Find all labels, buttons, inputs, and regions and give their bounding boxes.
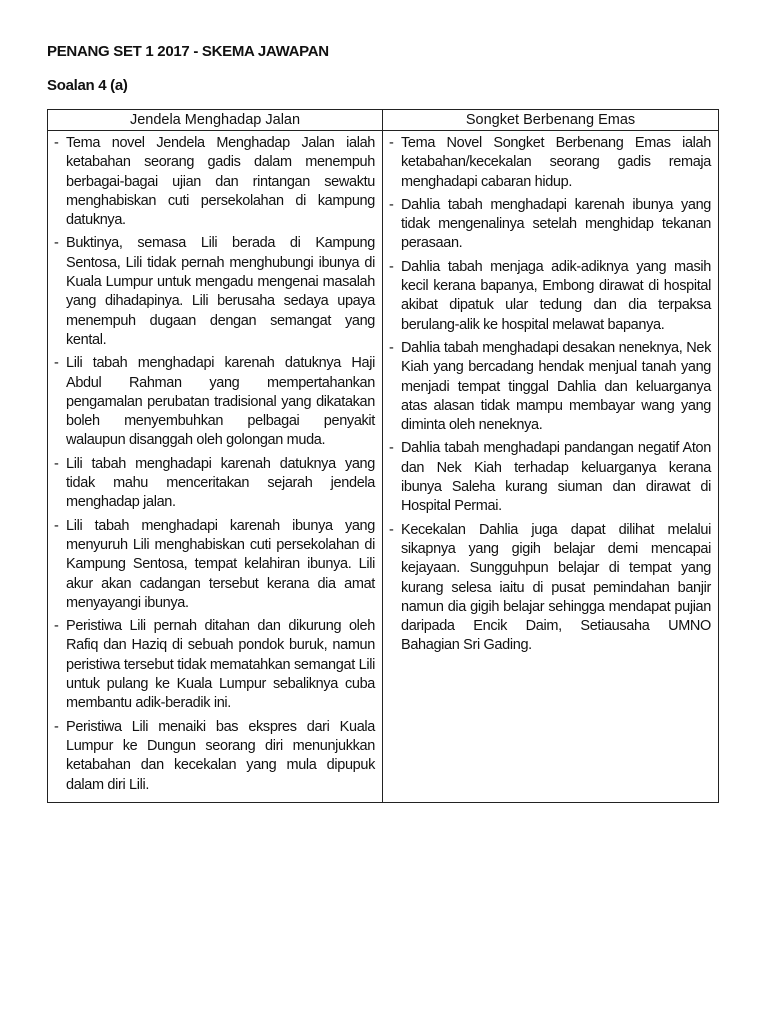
right-points-list bbox=[387, 134, 711, 656]
column-header-jendela: Jendela Menghadap Jalan bbox=[48, 110, 383, 131]
bullet-dash: - bbox=[54, 455, 59, 472]
point-text: Lili tabah menghadapi karenah datuknya Haji Abdul Rahman yang mempertahankan pengamalan perubatan tradisional yang dikatakan boleh menyembuhkan pelbagai penyakit walaupun disanggah oleh golongan muda. bbox=[66, 355, 375, 449]
bullet-dash: - bbox=[389, 135, 394, 151]
table-header-row bbox=[48, 110, 719, 131]
column-header-songket: Songket Berbenang Emas bbox=[383, 110, 719, 131]
point-text: Dahlia tabah menghadapi desakan neneknya, Nek Kiah yang bercadang hendak menjual tanah yang menjadi tempat tinggal Dahlia dan keluarganya atas alasan tidak mampu membayar wang yang diminta oleh neneknya. bbox=[401, 339, 711, 434]
question-label: Soalan 4 (a) bbox=[47, 77, 128, 94]
point-text: Tema novel Jendela Menghadap Jalan ialah ketabahan seorang gadis dalam menempuh berbagai-bagai ujian dan rintangan sewaktu menghabiskan cuti persekolahan di kampung datuknya. bbox=[66, 135, 375, 229]
bullet-dash: - bbox=[389, 440, 394, 457]
document-title: PENANG SET 1 2017 - SKEMA JAWAPAN bbox=[47, 43, 329, 60]
list-item bbox=[52, 354, 375, 450]
bullet-dash: - bbox=[54, 718, 59, 735]
list-item bbox=[387, 439, 711, 516]
bullet-dash: - bbox=[54, 135, 59, 151]
point-text: Tema Novel Songket Berbenang Emas ialah ketabahan/kecekalan seorang gadis remaja menghadapi cabaran hidup. bbox=[401, 135, 711, 190]
bullet-dash: - bbox=[389, 258, 394, 275]
list-item bbox=[387, 258, 711, 335]
list-item bbox=[387, 196, 711, 254]
bullet-dash: - bbox=[54, 517, 59, 534]
point-text: Peristiwa Lili pernah ditahan dan dikurung oleh Rafiq dan Haziq di sebuah pondok buruk, namun peristiwa tersebut tidak mematahkan semangat Lili untuk pulang ke Kuala Lumpur sebaliknya cuba membantu adik-beradik ini. bbox=[66, 618, 375, 712]
list-item bbox=[52, 718, 375, 795]
right-answer-cell bbox=[383, 131, 719, 803]
list-item bbox=[52, 134, 375, 230]
point-text: Dahlia tabah menghadapi pandangan negatif Aton dan Nek Kiah terhadap keluarganya kerana ibunya Saleha kurang siuman dan dirawat di Hospital Permai. bbox=[401, 440, 711, 515]
left-points-list bbox=[52, 134, 375, 795]
list-item bbox=[387, 134, 711, 192]
list-item bbox=[52, 517, 375, 613]
bullet-dash: - bbox=[389, 339, 394, 356]
answer-table bbox=[47, 109, 719, 803]
point-text: Lili tabah menghadapi karenah ibunya yang menyuruh Lili menghabiskan cuti persekolahan di Kampung Sentosa, tempat kelahiran ibunya. Lili akur akan cadangan tersebut kerana dia amat menyayangi ibunya. bbox=[66, 517, 375, 611]
list-item bbox=[52, 234, 375, 350]
point-text: Dahlia tabah menjaga adik-adiknya yang masih kecil kerana bapanya, Embong dirawat di hospital akibat dipatuk ular tedung dan dia terpaksa berulang-alik ke hospital melawat bapanya. bbox=[401, 258, 711, 333]
point-text: Kecekalan Dahlia juga dapat dilihat melalui sikapnya yang gigih belajar demi mencapai kejayaan. Sungguhpun belajar di tempat yang kurang selesa iaitu di pusat pemindahan banjir namun dia gigih belajar sehingga mendapat pujian daripada Encik Daim, Setiausaha UMNO Bahagian Sri Gading. bbox=[401, 521, 711, 654]
bullet-dash: - bbox=[389, 196, 394, 213]
left-answer-cell bbox=[48, 131, 383, 803]
list-item bbox=[387, 521, 711, 656]
point-text: Buktinya, semasa Lili berada di Kampung Sentosa, Lili tidak pernah menghubungi ibunya di Kuala Lumpur untuk mengadu mengenai masalah yang dihadapinya. Lili berusaha sedaya upaya menempuh dugaan dengan semangat yang kental. bbox=[66, 235, 375, 348]
list-item bbox=[52, 617, 375, 713]
point-text: Lili tabah menghadapi karenah datuknya yang tidak mahu menceritakan sejarah jendela menghadap jalan. bbox=[66, 455, 375, 511]
point-text: Peristiwa Lili menaiki bas ekspres dari Kuala Lumpur ke Dungun seorang diri menunjukkan ketabahan dan kecekalan yang mula dipupuk dalam diri Lili. bbox=[66, 718, 375, 793]
bullet-dash: - bbox=[389, 521, 394, 538]
point-text: Dahlia tabah menghadapi karenah ibunya yang tidak mengenalinya setelah menghidap tekanan perasaan. bbox=[401, 196, 711, 252]
bullet-dash: - bbox=[54, 355, 59, 372]
table-row bbox=[48, 131, 719, 803]
list-item bbox=[52, 455, 375, 513]
list-item bbox=[387, 339, 711, 435]
bullet-dash: - bbox=[54, 618, 59, 635]
bullet-dash: - bbox=[54, 235, 59, 252]
